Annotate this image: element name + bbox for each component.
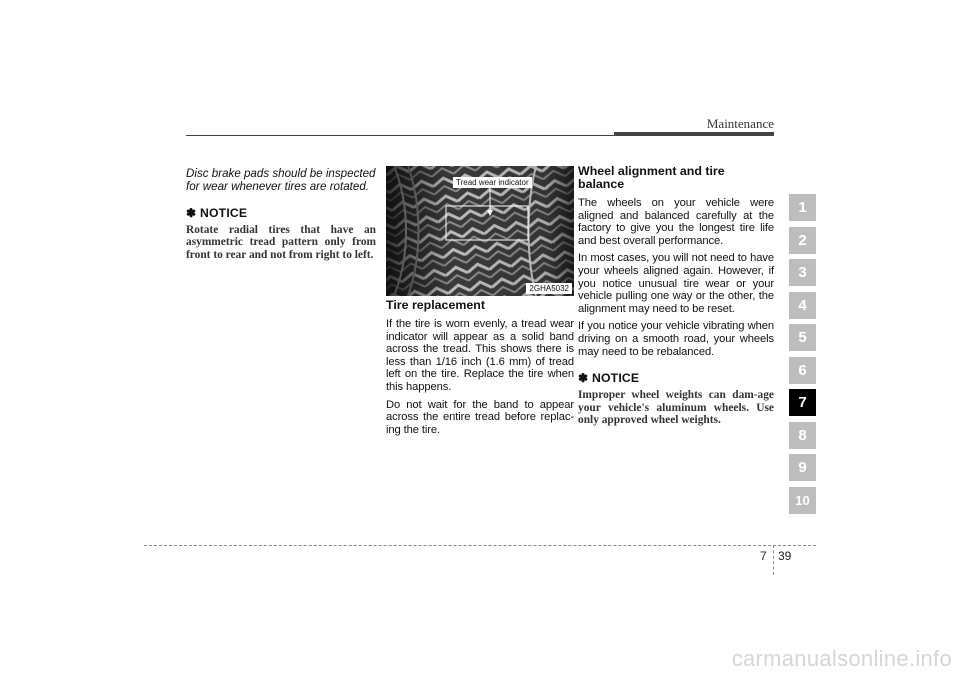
chapter-tab-8[interactable]: 8 bbox=[789, 422, 816, 449]
chapter-tab-5[interactable]: 5 bbox=[789, 324, 816, 351]
chapter-tab-7[interactable]: 7 bbox=[789, 389, 816, 416]
wheel-alignment-para-3: If you notice your vehicle vibrating when driving on a smooth road, your wheels may need to be rebalanced. bbox=[578, 320, 774, 358]
column-left bbox=[186, 167, 376, 262]
notice-text: Rotate radial tires that have an asymmetric tread pattern only from front to rear and not from right to left. bbox=[186, 223, 376, 262]
notice-title: ✽ NOTICE bbox=[186, 206, 248, 220]
wheel-alignment-para-1: The wheels on your vehicle were aligned and balanced carefully at the factory to give you the longest tire life and best overall performance. bbox=[578, 197, 774, 247]
footer-rule bbox=[144, 545, 816, 546]
tire-replacement-para-2: Do not wait for the band to appear across the entire tread before replac-ing the tire. bbox=[386, 398, 574, 436]
watermark: carmanualsonline.info bbox=[731, 646, 952, 671]
footer-divider bbox=[773, 545, 774, 575]
chapter-tab-6[interactable]: 6 bbox=[789, 357, 816, 384]
column-right bbox=[578, 165, 774, 427]
brake-pad-note: Disc brake pads should be inspected for wear whenever tires are rotated. bbox=[186, 167, 376, 193]
figure-code: 2GHA5032 bbox=[526, 283, 572, 294]
tire-replacement-heading: Tire replacement bbox=[386, 298, 485, 312]
chapter-tabs bbox=[789, 194, 816, 519]
header-rule-accent bbox=[614, 132, 774, 136]
section-title: Maintenance bbox=[706, 116, 774, 131]
footer-chapter-number: 7 bbox=[760, 549, 767, 563]
tread-wear-indicator-label: Tread wear indicator bbox=[453, 177, 532, 188]
tire-tread-figure bbox=[386, 166, 574, 296]
header-rule bbox=[186, 135, 614, 136]
chapter-tab-1[interactable]: 1 bbox=[789, 194, 816, 221]
tire-replacement-para-1: If the tire is worn evenly, a tread wear indicator will appear as a solid band across the tread. This shows there is less than 1/16 inch (1.6 mm) of tread left on the tire. Replace the tire when this happens. bbox=[386, 318, 574, 393]
notice-text-2: Improper wheel weights can dam-age your vehicle's aluminum wheels. Use only approved wheel weights. bbox=[578, 388, 774, 427]
chapter-tab-3[interactable]: 3 bbox=[789, 259, 816, 286]
notice-title-2: ✽ NOTICE bbox=[578, 371, 640, 386]
wheel-alignment-para-2: In most cases, you will not need to have your wheels aligned again. However, if you notice unusual tire wear or your vehicle pulling one way or the other, the alignment may need to be reset. bbox=[578, 252, 774, 315]
chapter-tab-10[interactable]: 10 bbox=[789, 487, 816, 514]
column-middle bbox=[386, 299, 574, 441]
chapter-tab-2[interactable]: 2 bbox=[789, 227, 816, 254]
footer-page-number: 39 bbox=[778, 549, 792, 563]
wheel-alignment-heading: Wheel alignment and tire balance bbox=[578, 164, 725, 191]
chapter-tab-9[interactable]: 9 bbox=[789, 454, 816, 481]
chapter-tab-4[interactable]: 4 bbox=[789, 292, 816, 319]
